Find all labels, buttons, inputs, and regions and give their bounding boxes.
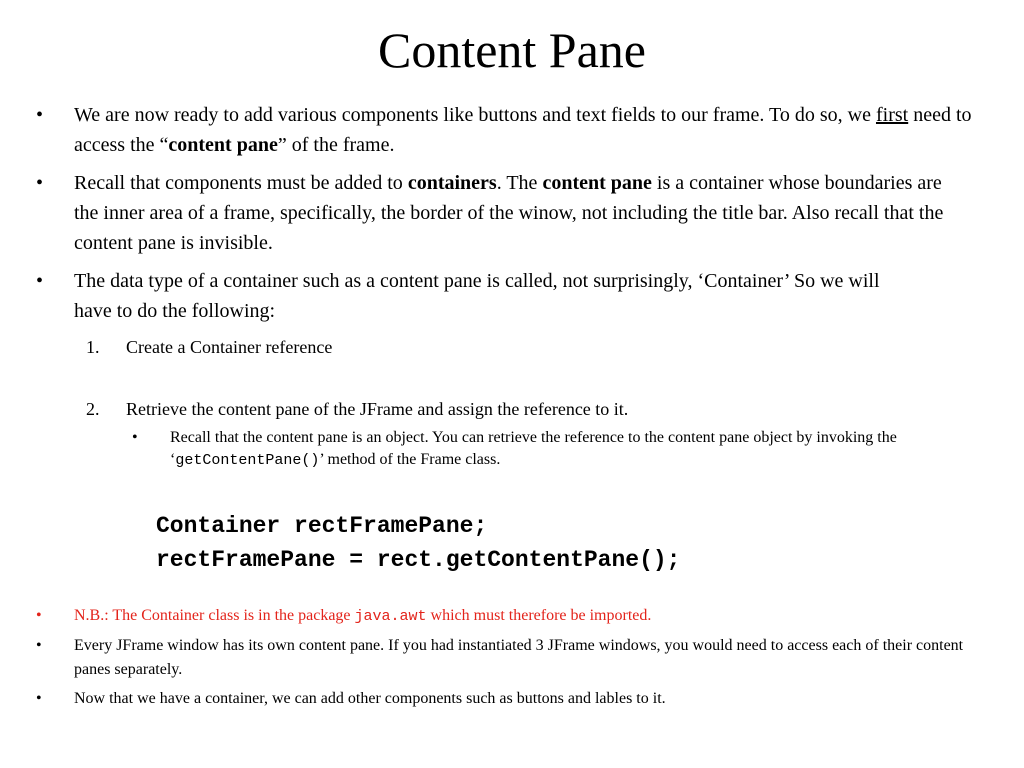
bullet-marker: •	[36, 172, 44, 194]
bullet-marker: •	[36, 637, 42, 654]
code-line: rectFramePane = rect.getContentPane();	[156, 547, 681, 573]
bullet-marker: •	[36, 270, 44, 292]
text-run: We are now ready to add various components like buttons and text fields to our frame. To do so, we	[74, 104, 876, 126]
bullet-marker: •	[132, 429, 138, 446]
bold-text: content pane	[542, 172, 652, 194]
bullet-text	[74, 100, 974, 160]
text-run: Recall that the content pane is an object. You can retrieve the reference to the content pane object by invoking the ‘	[170, 429, 897, 468]
bold-text: containers	[407, 172, 497, 194]
item-number: 2.	[86, 399, 100, 419]
bullet-text: Every JFrame window has its own content pane. If you had instantiated 3 JFrame windows, you would need to access each of their content panes separately.	[74, 637, 964, 678]
underlined-text: first	[875, 104, 909, 126]
inline-code: getContentPane()	[175, 452, 320, 469]
text-run: is a container whose boundaries are the inner area of a frame, specifically, the border of the winow, not including the title bar. Also recall that the content pane is invisible.	[74, 172, 944, 254]
bullet-text	[74, 168, 954, 258]
code-block	[156, 509, 681, 577]
text-run: N.B.: The Container class is in the package	[74, 607, 355, 624]
text-run: Recall that components must be added to	[74, 172, 408, 194]
item-number: 1.	[86, 337, 100, 357]
slide-title: Content Pane	[377, 22, 647, 78]
text-run: ” of the frame.	[277, 134, 395, 156]
bullet-marker: •	[36, 104, 44, 126]
code-line: Container rectFramePane;	[156, 513, 488, 539]
numbered-text: Retrieve the content pane of the JFrame and assign the reference to it.	[126, 399, 629, 419]
bold-text: content pane	[168, 134, 278, 156]
text-run: ’ method of the Frame class.	[319, 451, 501, 468]
bullet-marker: •	[36, 690, 42, 707]
bullet-marker: •	[36, 607, 42, 624]
text-run: . The	[496, 172, 543, 194]
note-text	[74, 604, 964, 629]
numbered-text: Create a Container reference	[126, 337, 333, 357]
text-run: which must therefore be imported.	[426, 607, 652, 624]
bullet-text: Now that we have a container, we can add other components such as buttons and lables to it.	[74, 690, 666, 707]
text-run: need to access the “	[74, 104, 972, 156]
inline-code: java.awt	[354, 608, 427, 625]
bullet-text: The data type of a container such as a content pane is called, not surprisingly, ‘Container’ So we will have to do the following:	[74, 270, 880, 322]
sub-bullet-text	[170, 427, 960, 472]
